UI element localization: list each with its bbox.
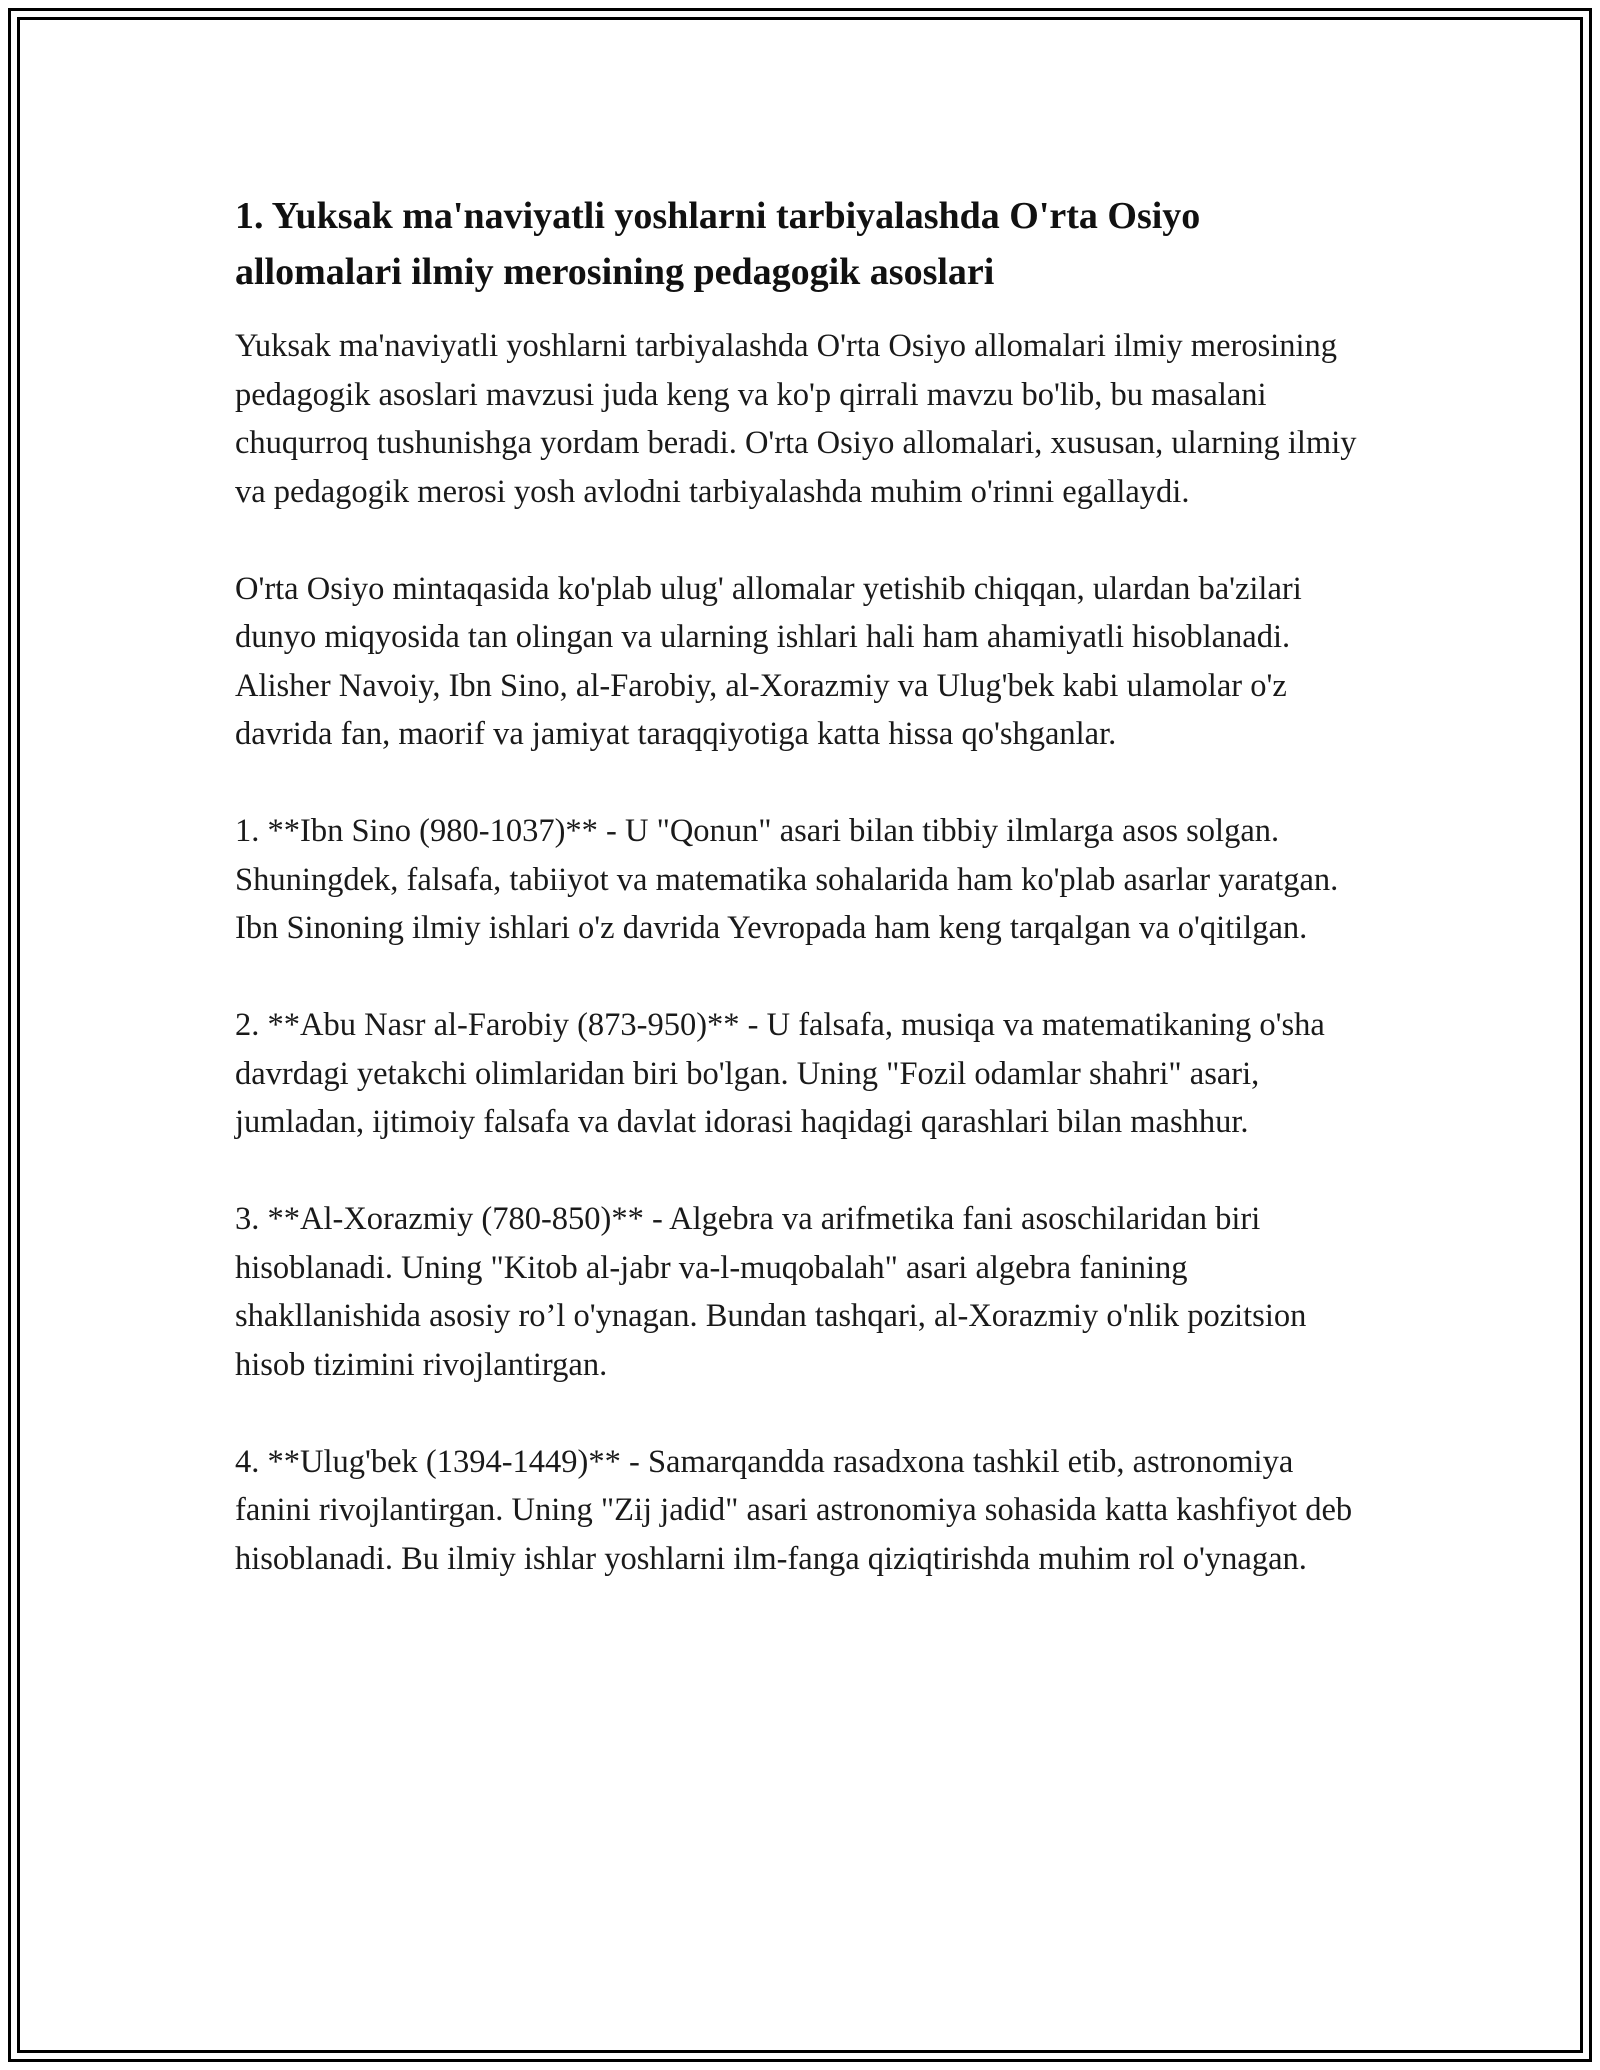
list-item-ulugbek: 4. **Ulug'bek (1394-1449)** - Samarqandda rasadxona tashkil etib, astronomiya fanini rivojlantirgan. Uning "Zij jadid" asari astronomiya sohasida katta kashfiyot deb hisoblanadi. Bu ilmiy ishlar yoshlarni ilm-fanga qiziqtirishda muhim rol o'ynagan.	[235, 1443, 1353, 1577]
document-body	[235, 188, 1375, 1632]
paragraph-intro: Yuksak ma'naviyatli yoshlarni tarbiyalashda O'rta Osiyo allomalari ilmiy merosining pedagogik asoslari mavzusi juda keng va ko'p qirrali mavzu bo'lib, bu masalani chuqurroq tushunishga yordam beradi. O'rta Osiyo allomalari, xususan, ularning ilmiy va pedagogik merosi yosh avlodni tarbiyalashda muhim o'rinni egallaydi.	[235, 328, 1357, 510]
paragraph-scholars-overview: O'rta Osiyo mintaqasida ko'plab ulug' allomalar yetishib chiqqan, ulardan ba'zilari dunyo miqyosida tan olingan va ularning ishlari hali ham ahamiyatli hisoblanadi. Alisher Navoiy, Ibn Sino, al-Farobiy, al-Xorazmiy va Ulug'bek kabi ulamolar o'z davrida fan, maorif va jamiyat taraqqiyotiga katta hissa qo'shganlar.	[235, 570, 1302, 752]
document-title: 1. Yuksak ma'naviyatli yoshlarni tarbiyalashda O'rta Osiyo allomalari ilmiy merosining pedagogik asoslari	[235, 195, 1201, 293]
list-item-al-farobiy: 2. **Abu Nasr al-Farobiy (873-950)** - U falsafa, musiqa va matematikaning o'sha davrdagi yetakchi olimlaridan biri bo'lgan. Uning "Fozil odamlar shahri" asari, jumladan, ijtimoiy falsafa va davlat idorasi haqidagi qarashlari bilan mashhur.	[235, 1007, 1325, 1140]
list-item-al-xorazmiy: 3. **Al-Xorazmiy (780-850)** - Algebra va arifmetika fani asoschilaridan biri hisoblanadi. Uning "Kitob al-jabr va-l-muqobalah" asari algebra fanining shakllanishida asosiy ro’l o'ynagan. Bundan tashqari, al-Xorazmiy o'nlik pozitsion hisob tizimini rivojlantirgan.	[235, 1201, 1307, 1383]
list-item-ibn-sino: 1. **Ibn Sino (980-1037)** - U "Qonun" asari bilan tibbiy ilmlarga asos solgan. Shuningdek, falsafa, tabiiyot va matematika sohalarida ham ko'plab asarlar yaratgan. Ibn Sinoning ilmiy ishlari o'z davrida Yevropada ham keng tarqalgan va o'qitilgan.	[235, 813, 1339, 946]
